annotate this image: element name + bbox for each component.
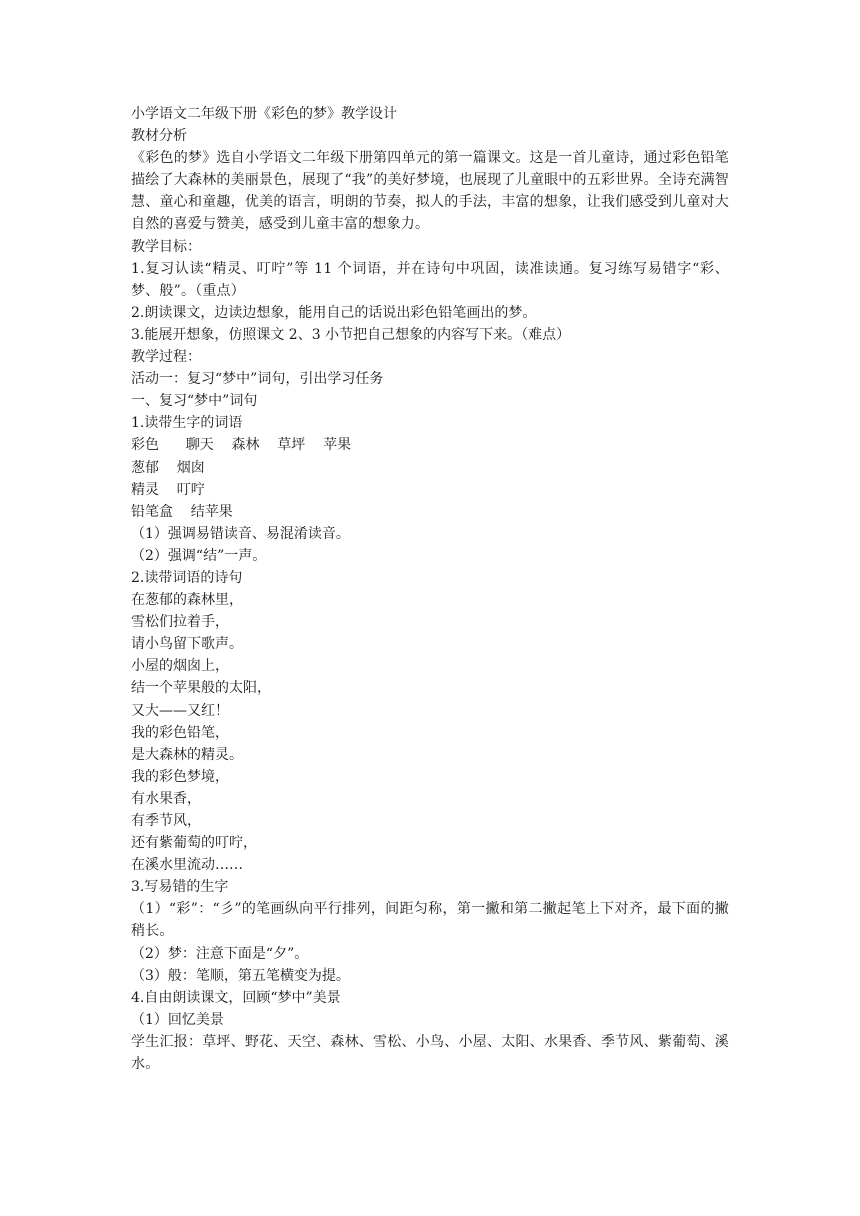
- poem-line: 结一个苹果般的太阳，: [131, 680, 271, 697]
- step-note: （3）般：笔顺，第五笔横变为提。: [131, 967, 350, 984]
- goal-item: 3.能展开想象，仿照课文 2、3 小节把自己想象的内容写下来。（难点）: [131, 326, 571, 343]
- poem-line: 我的彩色铅笔，: [131, 724, 229, 741]
- poem-line: 小屋的烟囱上，: [131, 658, 229, 675]
- word-row: 精灵 叮咛: [131, 481, 205, 498]
- poem-line: 是大森林的精灵。: [131, 746, 243, 763]
- section-heading-analysis: 教材分析: [131, 128, 187, 145]
- poem-line: 雪松们拉着手，: [131, 614, 229, 631]
- poem-line: 在葱郁的森林里，: [131, 592, 243, 609]
- student-report: 学生汇报：草坪、野花、天空、森林、雪松、小鸟、小屋、太阳、水果香、季节风、紫葡萄、溪水。: [131, 1033, 729, 1073]
- poem-line: 请小鸟留下歌声。: [131, 636, 243, 653]
- poem-line: 在溪水里流动……: [131, 857, 243, 874]
- poem-line: 有季节风，: [131, 813, 201, 829]
- step-heading: 4.自由朗读课文，回顾“梦中”美景: [131, 989, 341, 1006]
- section-heading-process: 教学过程：: [131, 349, 201, 366]
- analysis-paragraph: 《彩色的梦》选自小学语文二年级下册第四单元的第一篇课文。这是一首儿童诗，通过彩色铅笔描绘了大森林的美丽景色，展现了“我”的美好梦境，也展现了儿童眼中的五彩世界。全诗充满智慧、童心和童趣，优美的语言，明朗的节奏，拟人的手法，丰富的想象，让我们感受到儿童对大自然的喜爱与赞美，感受到儿童丰富的想象力。: [131, 150, 729, 233]
- poem-line: 有水果香，: [131, 790, 201, 807]
- step-heading: 3.写易错的生字: [131, 879, 229, 896]
- activity-heading: 活动一：复习“梦中”词句，引出学习任务: [131, 371, 384, 388]
- poem-line: 又大——又红！: [131, 702, 229, 719]
- step-subheading: （1）回忆美景: [131, 1011, 224, 1028]
- goal-item: 1.复习认读“精灵、叮咛”等 11 个词语，并在诗句中巩固，读准读通。复习练写易错字“彩、梦、般”。（重点）: [131, 260, 729, 299]
- step-note: （2）梦：注意下面是“夕”。: [131, 945, 309, 962]
- document-title: 小学语文二年级下册《彩色的梦》教学设计: [131, 106, 397, 122]
- section-heading-goals: 教学目标：: [131, 238, 201, 255]
- word-row: 彩色 聊天 森林 草坪 苹果: [131, 437, 352, 454]
- step-note: （2）强调“结”一声。: [131, 547, 267, 564]
- step-heading: 1.读带生字的词语: [131, 415, 243, 432]
- step-heading: 2.读带词语的诗句: [131, 569, 243, 586]
- word-row: 葱郁 烟囱: [131, 459, 205, 476]
- part-heading: 一、复习“梦中”词句: [131, 393, 258, 410]
- poem-line: 我的彩色梦境，: [131, 768, 229, 785]
- step-note: （1）强调易错读音、易混淆读音。: [131, 525, 350, 542]
- document-body: [131, 103, 729, 1075]
- word-row: 铅笔盒 结苹果: [131, 503, 233, 520]
- poem-line: 还有紫葡萄的叮咛，: [131, 835, 257, 852]
- goal-item: 2.朗读课文，边读边想象，能用自己的话说出彩色铅笔画出的梦。: [131, 304, 537, 321]
- step-note: （1）“彩”：“彡”的笔画纵向平行排列，间距匀称，第一撇和第二撇起笔上下对齐，最下面的撇稍长。: [131, 901, 729, 940]
